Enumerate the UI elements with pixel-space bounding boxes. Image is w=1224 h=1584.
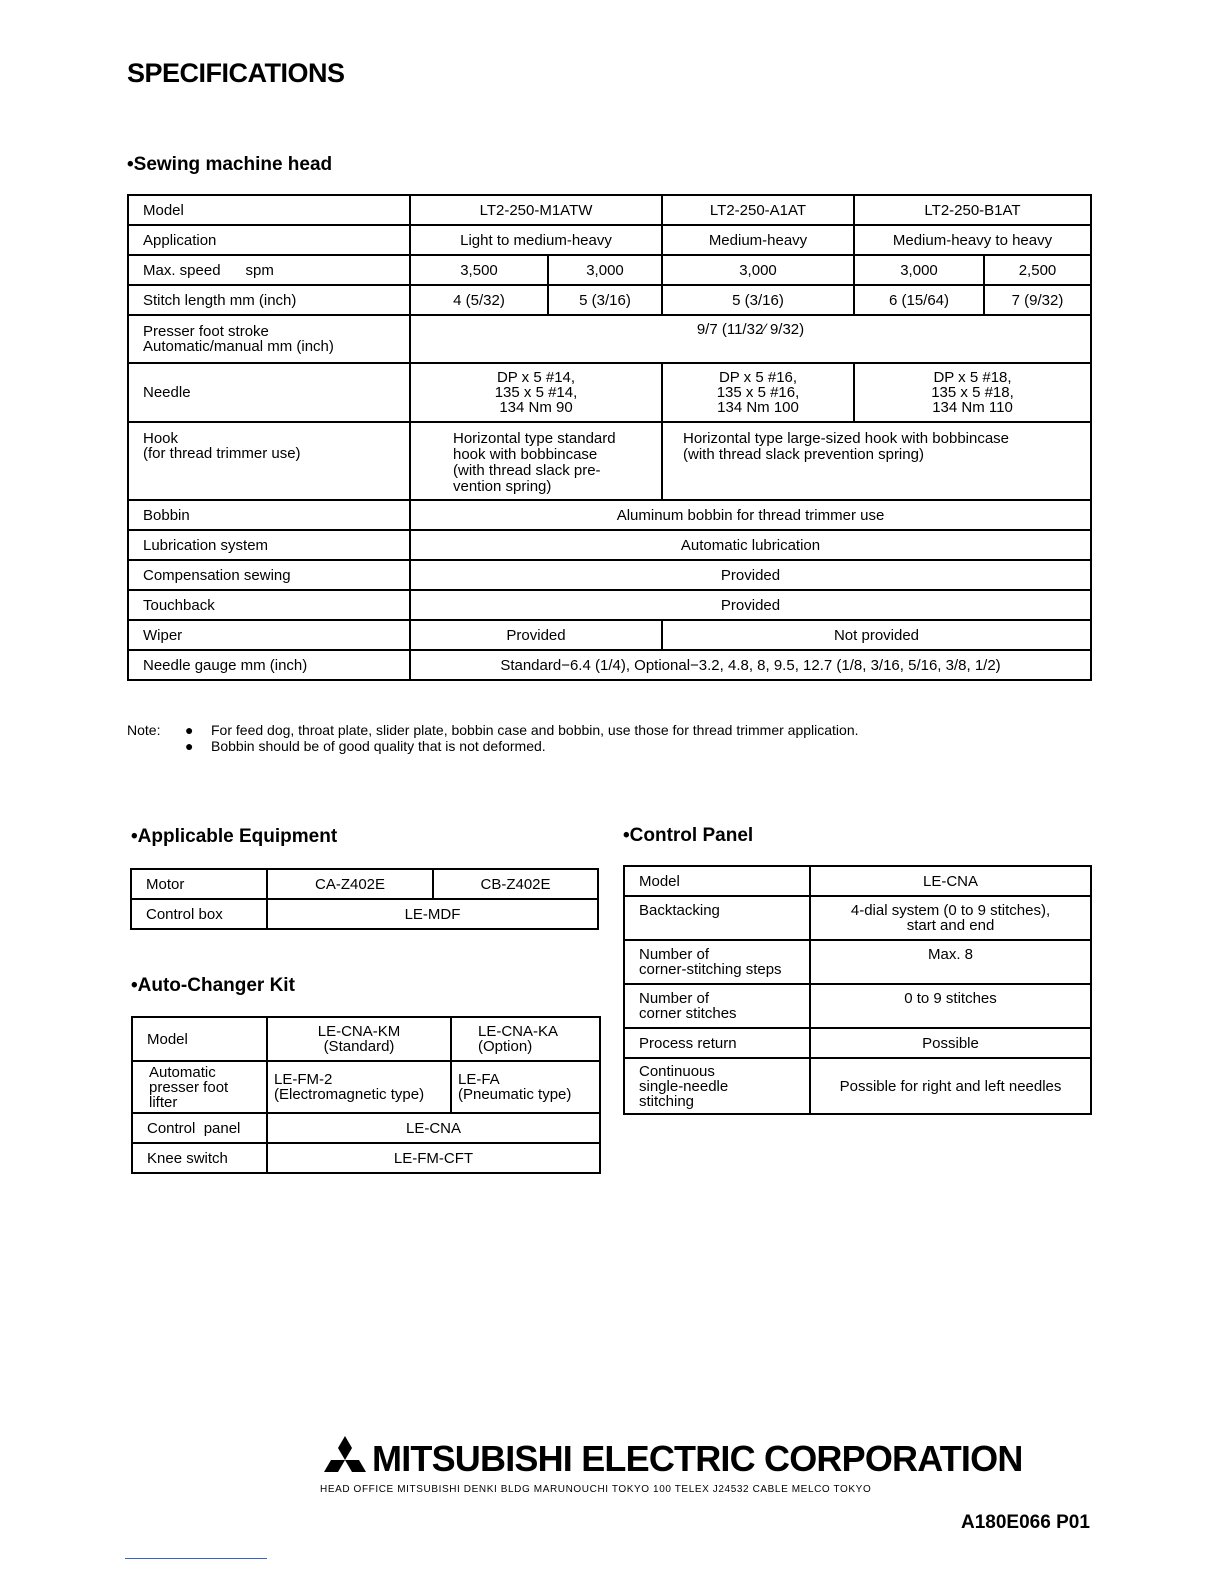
row-label: Presser foot stroke Automatic/manual mm (inch) <box>128 315 410 363</box>
row-label: Continuous single-needle stitching <box>624 1058 810 1114</box>
table-row <box>128 590 1091 620</box>
table-row <box>128 285 1091 315</box>
table-cell: DP x 5 #14, 135 x 5 #14, 134 Nm 90 <box>410 363 662 422</box>
row-label: Stitch length mm (inch) <box>128 285 410 315</box>
table-cell: 3,000 <box>854 255 984 285</box>
table-cell: CB-Z402E <box>433 869 598 899</box>
table-cell: Possible for right and left needles <box>810 1058 1091 1114</box>
table-row <box>128 422 1091 500</box>
table-cell: Automatic lubrication <box>410 530 1091 560</box>
row-label: Needle gauge mm (inch) <box>128 650 410 680</box>
table-cell: 7 (9/32) <box>984 285 1091 315</box>
bullet-icon: ● <box>185 722 194 738</box>
table-cell: 6 (15/64) <box>854 285 984 315</box>
row-label: Model <box>128 195 410 225</box>
row-label: Motor <box>131 869 267 899</box>
row-label: Control panel <box>132 1113 267 1143</box>
table-cell: LE-FA (Pneumatic type) <box>451 1061 600 1113</box>
model-b1at: LT2-250-B1AT <box>854 195 1091 225</box>
table-cell: Max. 8 <box>810 940 1091 984</box>
table-cell: Standard−6.4 (1/4), Optional−3.2, 4.8, 8, 9.5, 12.7 (1/8, 3/16, 5/16, 3/8, 1/2) <box>410 650 1091 680</box>
table-cell: CA-Z402E <box>267 869 433 899</box>
table-row <box>128 500 1091 530</box>
table-cell: 3,000 <box>662 255 854 285</box>
document-code: A180E066 P01 <box>961 1512 1090 1533</box>
applicable-table <box>130 868 599 930</box>
sewing-head-heading: •Sewing machine head <box>127 154 333 175</box>
auto-changer-heading: •Auto-Changer Kit <box>131 975 295 996</box>
table-cell: DP x 5 #18, 135 x 5 #18, 134 Nm 110 <box>854 363 1091 422</box>
table-row <box>132 1143 600 1173</box>
table-row <box>132 1113 600 1143</box>
table-cell: 3,500 <box>410 255 548 285</box>
row-label: Model <box>624 866 810 896</box>
auto-changer-table <box>131 1016 601 1174</box>
table-cell: Horizontal type large-sized hook with bobbincase (with thread slack prevention spring) <box>662 422 1091 500</box>
table-cell: Light to medium-heavy <box>410 225 662 255</box>
row-label: Needle <box>128 363 410 422</box>
control-panel-table <box>623 865 1092 1115</box>
table-cell: LE-CNA-KA (Option) <box>451 1017 600 1061</box>
row-label: Bobbin <box>128 500 410 530</box>
row-label: Process return <box>624 1028 810 1058</box>
row-label: Max. speed spm <box>128 255 410 285</box>
table-cell: 5 (3/16) <box>662 285 854 315</box>
table-cell: 9/7 (11/32∕ 9/32) <box>410 315 1091 363</box>
table-row <box>624 1028 1091 1058</box>
row-label: Number of corner-stitching steps <box>624 940 810 984</box>
table-cell: DP x 5 #16, 135 x 5 #16, 134 Nm 100 <box>662 363 854 422</box>
row-label: Backtacking <box>624 896 810 940</box>
table-row <box>132 1017 600 1061</box>
table-cell: LE-CNA <box>810 866 1091 896</box>
row-label: Automatic presser foot lifter <box>132 1061 267 1113</box>
table-cell: 0 to 9 stitches <box>810 984 1091 1028</box>
table-row <box>624 866 1091 896</box>
table-cell: 4-dial system (0 to 9 stitches), start and end <box>810 896 1091 940</box>
table-cell: 3,000 <box>548 255 662 285</box>
table-row <box>128 620 1091 650</box>
table-row <box>624 1058 1091 1114</box>
table-row <box>624 896 1091 940</box>
row-label: Application <box>128 225 410 255</box>
table-row <box>128 315 1091 363</box>
table-cell: Provided <box>410 620 662 650</box>
table-row <box>624 940 1091 984</box>
row-label: Knee switch <box>132 1143 267 1173</box>
table-row <box>128 195 1091 225</box>
table-cell: 2,500 <box>984 255 1091 285</box>
table-row <box>128 650 1091 680</box>
bullet-icon: ● <box>185 738 194 754</box>
table-cell: Horizontal type standard hook with bobbincase (with thread slack pre- vention spring) <box>410 422 662 500</box>
table-cell: LE-CNA-KM (Standard) <box>267 1017 451 1061</box>
list-item: ● For feed dog, throat plate, slider plate, bobbin case and bobbin, use those for thread trimmer application. <box>185 722 859 738</box>
table-cell: Not provided <box>662 620 1091 650</box>
row-label: Number of corner stitches <box>624 984 810 1028</box>
applicable-heading: •Applicable Equipment <box>131 826 338 847</box>
control-panel-heading: •Control Panel <box>623 825 754 846</box>
table-cell: 5 (3/16) <box>548 285 662 315</box>
table-cell: LE-MDF <box>267 899 598 929</box>
table-cell: 4 (5/32) <box>410 285 548 315</box>
divider <box>125 1558 267 1559</box>
sewing-head-table <box>127 194 1092 681</box>
row-label: Lubrication system <box>128 530 410 560</box>
table-row <box>128 225 1091 255</box>
note-label: Note: <box>127 722 161 738</box>
table-cell: LE-FM-2 (Electromagnetic type) <box>267 1061 451 1113</box>
row-label: Touchback <box>128 590 410 620</box>
company-name: MITSUBISHI ELECTRIC CORPORATION <box>372 1438 1023 1479</box>
table-row <box>131 899 598 929</box>
table-row <box>128 530 1091 560</box>
table-cell: Possible <box>810 1028 1091 1058</box>
model-a1at: LT2-250-A1AT <box>662 195 854 225</box>
table-row <box>128 363 1091 422</box>
table-row <box>624 984 1091 1028</box>
list-item: ● Bobbin should be of good quality that is not deformed. <box>185 738 546 754</box>
table-row <box>131 869 598 899</box>
row-label: Wiper <box>128 620 410 650</box>
table-row <box>132 1061 600 1113</box>
row-label: Compensation sewing <box>128 560 410 590</box>
model-m1atw: LT2-250-M1ATW <box>410 195 662 225</box>
row-label: Control box <box>131 899 267 929</box>
table-cell: Aluminum bobbin for thread trimmer use <box>410 500 1091 530</box>
company-address: HEAD OFFICE MITSUBISHI DENKI BLDG MARUNOUCHI TOKYO 100 TELEX J24532 CABLE MELCO TOKYO <box>320 1484 872 1495</box>
row-label: Model <box>132 1017 267 1061</box>
table-cell: Medium-heavy to heavy <box>854 225 1091 255</box>
table-cell: Provided <box>410 590 1091 620</box>
table-cell: Provided <box>410 560 1091 590</box>
table-cell: LE-FM-CFT <box>267 1143 600 1173</box>
three-diamonds-icon <box>320 1436 370 1482</box>
table-row <box>128 255 1091 285</box>
page-title: SPECIFICATIONS <box>127 58 345 88</box>
table-cell: LE-CNA <box>267 1113 600 1143</box>
table-cell: Medium-heavy <box>662 225 854 255</box>
table-row <box>128 560 1091 590</box>
row-label: Hook (for thread trimmer use) <box>128 422 410 500</box>
